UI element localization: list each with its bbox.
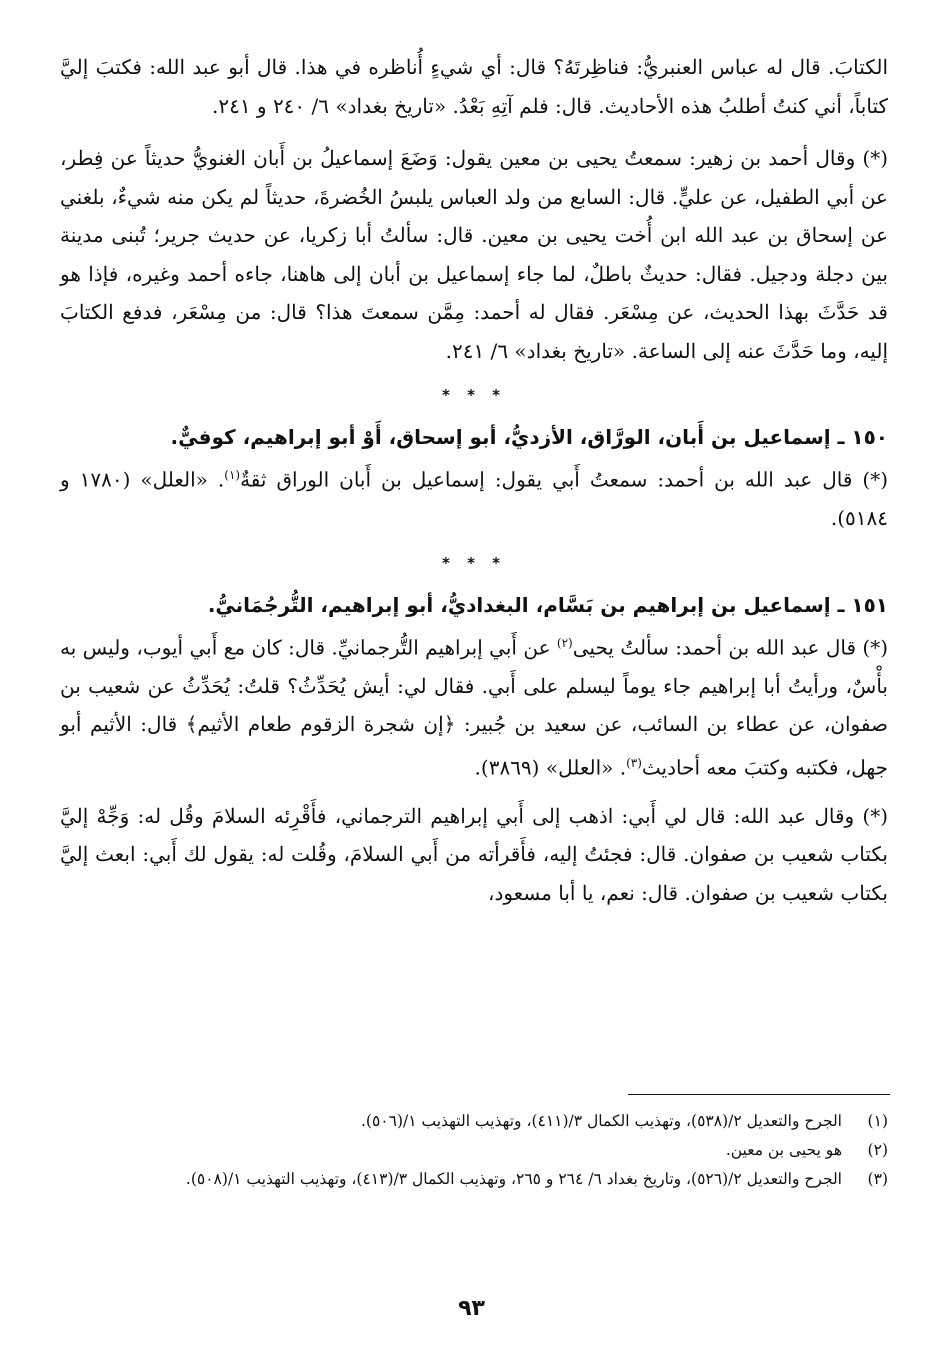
page-body <box>60 48 888 912</box>
page-number: ٩٣ <box>458 1296 485 1321</box>
footnote-text: الجرح والتعديل ٢/(٥٢٦)، وتاريخ بغداد ٦/ ٢٦٤ و ٢٦٥، وتهذيب الكمال ٣/(٤١٣)، وتهذيب التهذيب ١/(٥٠٨). <box>185 1170 842 1188</box>
section-separator: * * * <box>442 553 506 572</box>
entry-150-title: ١٥٠ ـ إسماعيل بن أَبان، الورَّاق، الأزديُّ، أبو إسحاق، أَوْ أبو إبراهيم، كوفيٌّ. <box>170 425 888 449</box>
paragraph-ahmad-bin-zuhair: (*) وقال أحمد بن زهير: سمعتُ يحيى بن معين يقول: وَضَعَ إسماعيلُ بن أَبان الغنويُّ حديثاً عن فِطر، عن أبي الطفيل، عن عليٍّ. قال: السابع من ولد العباس يلبسُ الخُضرةَ، حديثاً لم يكن منه شيءٌ، بلغني عن إسحاق بن عبد الله ابن أُخت يحيى بن معين. قال: سألتُ أبا زكريا، عن حديث جرير؛ تُبنى مدينة بين دجلة ودجيل. فقال: حديثٌ باطلٌ، لما جاء إسماعيل بن أبان إلى هاهنا، جاءه أحمد وغيره، فإذا هو قد حَدَّثَ بهذا الحديث، عن مِسْعَر. فقال له أحمد: مِمَّن سمعتَ هذا؟ قال: من مِسْعَر، فدفع الكتابَ إليه، وما حَدَّثَ عنه إلى الساعة. «تاريخ بغداد» ٦/ ٢٤١. <box>60 146 889 363</box>
footnote-number: (١) <box>867 1112 888 1130</box>
footnote-ref-3[interactable]: (٣) <box>626 755 642 770</box>
entry-151-title: ١٥١ ـ إسماعيل بن إبراهيم بن بَسَّام، البغداديُّ، أبو إبراهيم، التُّرجُمَانيُّ. <box>207 592 888 617</box>
footnote-ref-2[interactable]: (٢) <box>556 635 573 650</box>
footnote-divider <box>628 1094 890 1095</box>
footnote-ref-1[interactable]: (١) <box>224 468 241 482</box>
paragraph-continuation: الكتابَ. قال له عباس العنبريُّ: فناظِرتَهُ؟ قال: أي شيءٍ أُناظره في هذا. قال أبو عبد الله: فكتبَ إليَّ كتاباً، أني كنتُ أطلبُ هذه الأحاديث. قال: فلم آتِهِ بَعْدُ. «تاريخ بغداد» ٦/ ٢٤٠ و ٢٤١. <box>60 55 888 118</box>
footnote-text: الجرح والتعديل ٢/(٥٣٨)، وتهذيب الكمال ٣/(٤١١)، وتهذيب التهذيب ١/(٥٠٦). <box>360 1112 842 1130</box>
footnote-2 <box>60 1136 888 1165</box>
footnotes <box>60 1107 888 1194</box>
footnote-3 <box>60 1165 888 1194</box>
footnote-number: (٣) <box>867 1170 888 1188</box>
entry-151-paragraph-2: (*) وقال عبد الله: قال لي أَبي: اذهب إلى أَبي إبراهيم الترجماني، فأَقْرِئه السلامَ وقُل له: وَجِّهْ إليَّ بكتاب شعيب بن صفوان. قال: فجئتُ إليه، فأَقرأته من أَبي السلامَ، وقُلت له: يقول لك أَبي: ابعث إليَّ بكتاب شعيب بن صفوان. قال: نعم، يا أبا مسعود، <box>60 803 888 905</box>
entry-151-paragraph-1: (*) قال عبد الله بن أحمد: سألتُ يحيى$^{(٢)}$ عن أَبي إبراهيم التُّرجمانيِّ. قال: كان مع أَبي أيوب، وليس به بأْسٌ، ورأيتُ أبا إبراهيم جاء يوماً ليسلم على أَبي. فقال لي: أيش يُحَدِّثُ؟ قلتُ: يُحَدِّثُ عن شعيب بن صفوان، عن عطاء بن السائب، عن سعيد بن جُبير: ﴿إن شجرة الزقوم طعام الأثيم﴾ قال: الأثيم أبو جهل، فكتبه وكتبَ معه أحاديث$^{(٣)}$. «العلل» (٣٨٦٩). <box>60 635 889 780</box>
footnote-text: هو يحيى بن معين. <box>725 1141 842 1159</box>
entry-150-text: (*) قال عبد الله بن أحمد: سمعتُ أَبي يقول: إسماعيل بن أَبان الوراق ثقةٌ$^{(١)}$. «العلل» (١٧٨٠ و ٥١٨٤). <box>60 467 889 531</box>
footnote-number: (٢) <box>867 1141 888 1159</box>
section-separator: * * * <box>442 386 506 404</box>
footnote-1 <box>60 1107 888 1136</box>
